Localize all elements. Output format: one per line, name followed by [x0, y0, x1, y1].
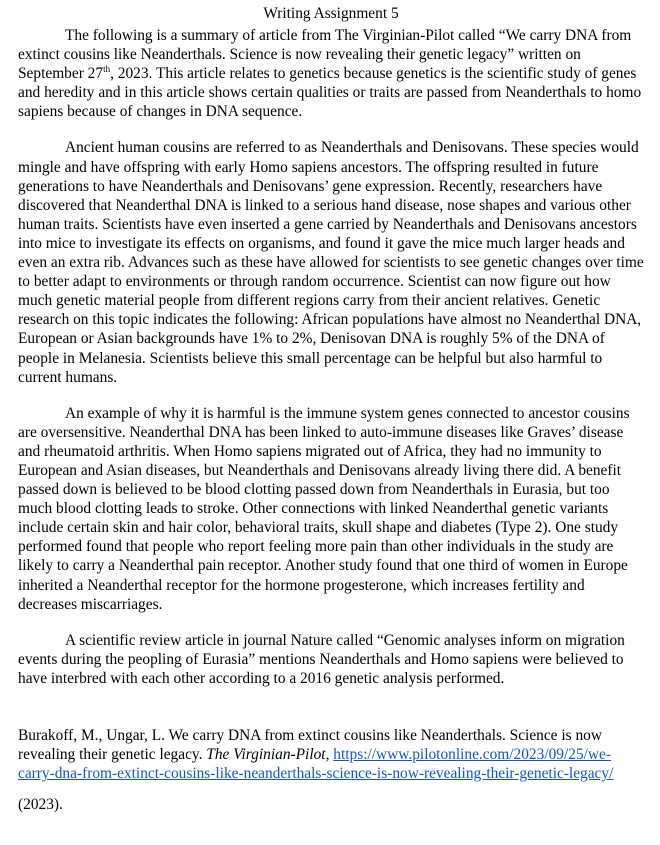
- paragraph-ancient-cousins: Ancient human cousins are referred to as Neanderthals and Denisovans. These species would mingle and have offspring with early Homo sapiens ancestors. The offspring resulted in future generations to have Neanderthals and Denisovans’ gene expression. Recently, researchers have discovered that Neanderthal DNA is linked to a serious hand disease, nose shapes and various other human traits. Scientists have even inserted a gene carried by Neanderthals and Denisovans ancestors into mice to investigate its effects on organisms, and found it gave the mice much larger heads and even an extra rib. Advances such as these have allowed for scientists to see genetic changes over time to better adapt to environments or through random occurrence. Scientist can now figure out how much genetic material people from different regions carry from their ancient relatives. Genetic research on this topic indicates the following: African populations have almost no Neanderthal DNA, European or Asian backgrounds have 1% to 2%, Denisovan DNA is roughly 5% of the DNA of people in Melanesia. Scientists believe this small percentage can be helpful but also harmful to current humans.: [18, 139, 644, 386]
- section-spacer: [18, 688, 644, 726]
- citation-journal: The Virginian-Pilot: [206, 746, 326, 764]
- citation-year: (2023).: [18, 796, 63, 814]
- citation: [18, 726, 644, 783]
- document-title: Writing Assignment 5: [263, 5, 399, 22]
- paragraph-spacer: [18, 121, 644, 138]
- citation-authors-title: Burakoff, M., Ungar, L. We carry DNA from extinct cousins like Neanderthals. Science is now revealing their genetic legacy.: [18, 727, 602, 764]
- citation-separator: ,: [325, 746, 334, 764]
- paragraph-intro-text-end: , 2023. This article relates to genetics because genetics is the scientific study of genes and heredity and in this article shows certain qualities or traits are passed from Neanderthals to homo sapiens because of changes in DNA sequence.: [18, 65, 642, 121]
- paragraph-intro-text-start: The following is a summary of article from The Virginian-Pilot called “We carry DNA from extinct cousins like Neanderthals. Science is now revealing their genetic legacy” written on September 27: [18, 27, 632, 83]
- paragraph-nature-review: A scientific review article in journal Nature called “Genomic analyses inform on migration events during the peopling of Eurasia” mentions Neanderthals and Homo sapiens were believed to have interbred with each other according to a 2016 genetic analysis performed.: [18, 631, 625, 687]
- date-ordinal-superscript: th: [103, 64, 111, 75]
- document-page: [18, 3, 644, 814]
- citation-url-link[interactable]: https://www.pilotonline.com/2023/09/25/we-carry-dna-from-extinct-cousins-like-neanderthals-science-is-now-revealing-their-genetic-legacy/: [18, 746, 614, 783]
- paragraph-intro: [18, 26, 644, 121]
- paragraph-spacer: [18, 614, 644, 631]
- paragraph-spacer: [18, 387, 644, 404]
- paragraph-harmful-effects: An example of why it is harmful is the immune system genes connected to ancestor cousins are oversensitive. Neanderthal DNA has been linked to auto-immune diseases like Graves’ disease and rheumatoid arthritis. When Homo sapiens migrated out of Africa, they had no immunity to European and Asian diseases, but Neanderthals and Denisovans already living there did. A benefit passed down is believed to be blood clotting passed down from Neanderthals in Eurasia, but too much blood clotting leads to stroke. Other connections with linked Neanderthal genetic variants include certain skin and hair color, behavioral traits, skull shape and diabetes (Type 2). One study performed found that people who report feeling more pain than other individuals in the study are likely to carry a Neanderthal pain receptor. Another study found that one third of women in Europe inherited a Neanderthal receptor for the hormone progesterone, which increases fertility and decreases miscarriages.: [18, 404, 630, 613]
